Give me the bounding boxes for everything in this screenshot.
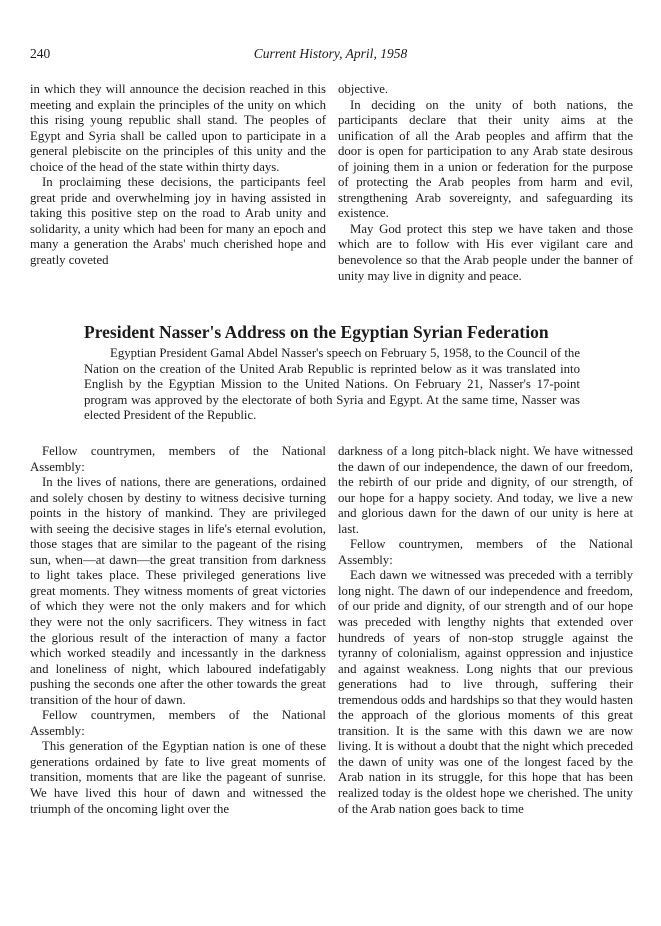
paragraph: objective. xyxy=(338,82,389,96)
page-number: 240 xyxy=(30,46,51,61)
top-left-column xyxy=(30,82,326,269)
bottom-left-column xyxy=(30,444,326,817)
paragraph: Each dawn we witnessed was preceded with a terribly long night. The dawn of our independence and freedom, of our pride and dignity, of our strength and of our hope was preceded with lengthy nights that extended over hundreds of years of non-stop struggle against the tyranny of colonialism, against oppression and injustice and against weakness. Long nights that our previous generations had to live through, suffering their tremendous odds and hardships so that they would hasten the approach of the glorious moments of this great transition. It is the same with this dawn we are now living. It is without a doubt that the night which preceded the dawn of unity was one of the longest faced by the Arab nation in its struggle, for this hope that has been realized today is the oldest hope we cherished. The unity of the Arab nation goes back to time xyxy=(338,568,633,816)
paragraph: in which they will announce the decision reached in this meeting and explain the principles of the unity on which this rising young republic shall stand. The peoples of Egypt and Syria shall be called upon to participate in a general plebiscite on the principles of this unity and the choice of the head of the state within thirty days. xyxy=(30,82,326,174)
paragraph: Fellow countrymen, members of the National Assembly: xyxy=(30,444,326,474)
paragraph: In the lives of nations, there are generations, ordained and solely chosen by destiny to witness decisive turning points in the history of mankind. They are privileged with seeing the decisive stages in life's eternal evolution, those stages that are similar to the pageant of the rising sun, when—at dawn—the great transition from darkness to light takes place. These privileged generations live great moments. They witness moments of great victories of which they were not the only makers and for which they were not the only sacrificers. They witness in fact the glorious result of the interaction of many a factor which worked steadily and incessantly in the darkness and loneliness of night, which laboured indefatigably pushing the seconds one after the other towards the great transition of the hour of dawn. xyxy=(30,475,326,707)
paragraph: In deciding on the unity of both nations, the participants declare that their unity aims at the unification of all the Arab peoples and affirm that the door is open for participation to any Arab state desirous of joining them in a union or federation for the purpose of protecting the Arab peoples from harm and evil, strengthening Arab sovereignty, and safeguarding its existence. xyxy=(338,97,633,221)
paragraph: Fellow countrymen, members of the National Assembly: xyxy=(338,537,633,567)
bottom-right-column xyxy=(338,444,633,817)
paragraph: In proclaiming these decisions, the participants feel great pride and overwhelming joy in having assisted in taking this positive step on the road to Arab unity and solidarity, a unity which had been for many an epoch and many a generation the Arabs' much cherished hope and greatly coveted xyxy=(30,175,326,268)
editor-note: Egyptian President Gamal Abdel Nasser's speech on February 5, 1958, to the Council of the Nation on the creation of the United Arab Republic is reprinted below as it was translated into English by the Egyptian Mission to the United Nations. On February 21, Nasser's 17-point program was approved by the electorate of both Syria and Egypt. At the same time, Nasser was elected President of the Republic. xyxy=(84,346,581,423)
article-title: President Nasser's Address on the Egyptian Syrian Federation xyxy=(84,322,549,342)
paragraph: darkness of a long pitch-black night. We have witnessed the dawn of our independence, the dawn of our freedom, the rebirth of our pride and dignity, of our strength, of our hope for a happy society. And today, we live a new and glorious dawn for the dawn of our unity is here at last. xyxy=(338,444,633,536)
top-right-column xyxy=(338,82,633,284)
paragraph: May God protect this step we have taken and those which are to follow with His ever vigilant care and benevolence so that the Arab people under the banner of unity may live in dignity and peace. xyxy=(338,221,633,283)
running-title: Current History, April, 1958 xyxy=(253,46,408,61)
paragraph: This generation of the Egyptian nation is one of these generations ordained by fate to live great moments of transition, moments that are like the pageant of sunrise. We have lived this hour of dawn and witnessed the triumph of the oncoming light over the xyxy=(30,739,326,816)
paragraph: Fellow countrymen, members of the National Assembly: xyxy=(30,708,326,738)
